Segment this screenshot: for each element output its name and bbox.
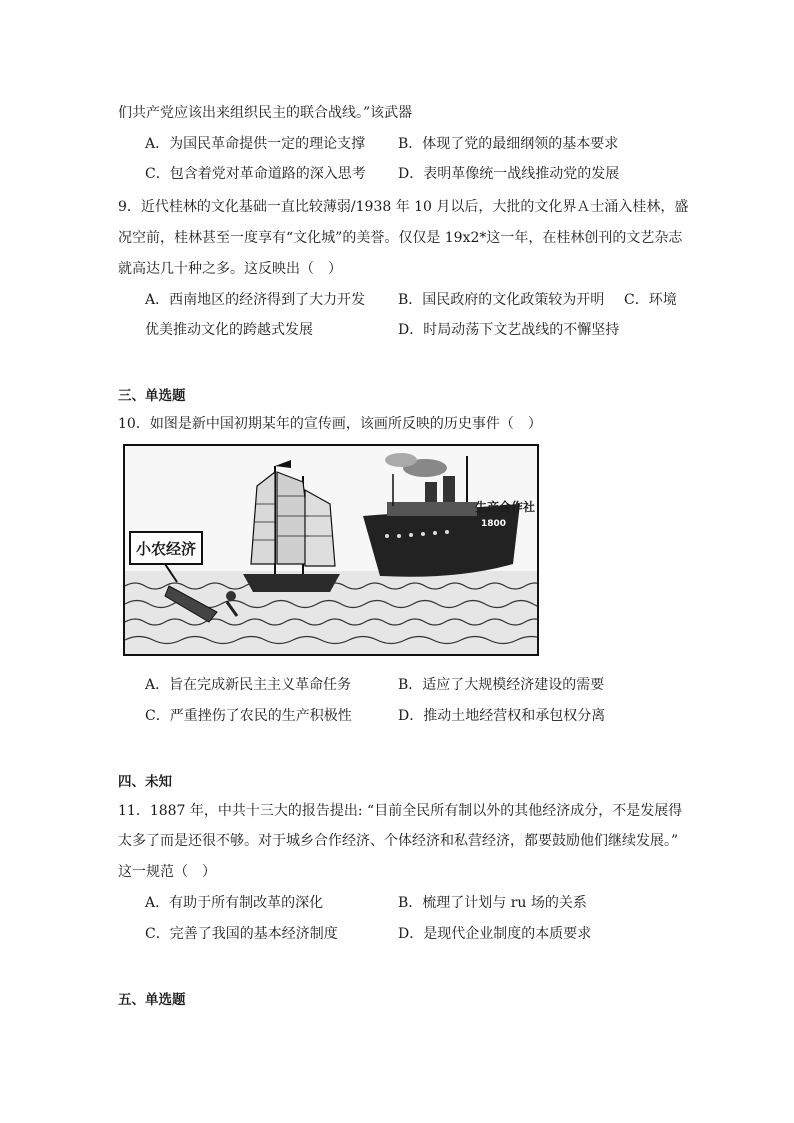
q8-stem-end: 们共产党应该出来组织民主的联合战线。”该武器 — [118, 105, 413, 121]
propaganda-poster-figure — [123, 444, 539, 656]
q11-stem-line-3: 这一规范（ ） — [118, 864, 216, 880]
q8-option-d[interactable]: D．表明革像统一战线推动党的发展 — [398, 166, 620, 182]
q11-option-a[interactable]: A．有助于所有制改革的深化 — [145, 895, 324, 911]
q9-option-c-continued[interactable]: 优美推动文化的跨越式发展 — [145, 322, 313, 338]
production-cooperative-label: 生产合作社 — [474, 500, 535, 514]
q10-stem: 10．如图是新中国初期某年的宣传画，该画所反映的历史事件（ ） — [118, 416, 542, 432]
q10-option-b[interactable]: B．适应了大规模经济建设的需要 — [398, 677, 605, 693]
q8-option-b[interactable]: B．体现了党的最细纲领的基本要求 — [398, 136, 619, 152]
q11-option-d[interactable]: D．是现代企业制度的本质要求 — [398, 926, 592, 942]
q11-stem-line-2: 太多了而是还很不够。对于城乡合作经济、个体经济和私营经济，都要鼓励他们继续发展。” — [118, 833, 679, 849]
q9-option-d[interactable]: D．时局动荡下文艺战线的不懈坚持 — [398, 322, 620, 338]
q9-stem-line-1: 9．近代桂林的文化基础一直比较薄弱/1938 年 10 月以后，大批的文化界Ａ士涌入桂林，盛 — [118, 199, 689, 215]
section-5-heading: 五、单选题 — [118, 992, 186, 1008]
q9-stem-line-2: 况空前，桂林甚至一度享有“文化城”的美誉。仅仅是 19x2*这一年，在桂林创刊的文艺杂志 — [118, 230, 683, 246]
q9-stem-line-3: 就高达几十种之多。这反映出（ ） — [118, 261, 342, 277]
ship-hull-number: 1800 — [481, 519, 507, 529]
q9-option-b[interactable]: B．国民政府的文化政策较为开明 — [398, 292, 605, 308]
small-peasant-economy-label: 小农经济 — [129, 531, 203, 565]
q11-option-b[interactable]: B．梳理了计划与 ru 场的关系 — [398, 895, 587, 911]
q8-option-c[interactable]: C．包含着党对革命道路的深入思考 — [145, 166, 366, 182]
q10-option-c[interactable]: C．严重挫伤了农民的生产积极性 — [145, 708, 352, 724]
q8-option-a[interactable]: A．为国民革命提供一定的理论支撑 — [145, 136, 366, 152]
q11-stem-line-1: 11．1887 年，中共十三大的报告提出: “目前全民所有制以外的其他经济成分，不是发展得 — [118, 803, 683, 819]
section-3-heading: 三、单选题 — [118, 388, 186, 404]
section-4-heading: 四、未知 — [118, 774, 172, 790]
q11-option-c[interactable]: C．完善了我国的基本经济制度 — [145, 926, 338, 942]
q9-option-a[interactable]: A．西南地区的经济得到了大力开发 — [145, 292, 366, 308]
q10-option-a[interactable]: A．旨在完成新民主主义革命任务 — [145, 677, 352, 693]
q9-option-c[interactable]: C．环境 — [624, 292, 677, 308]
q10-option-d[interactable]: D．推动土地经营权和承包权分离 — [398, 708, 606, 724]
